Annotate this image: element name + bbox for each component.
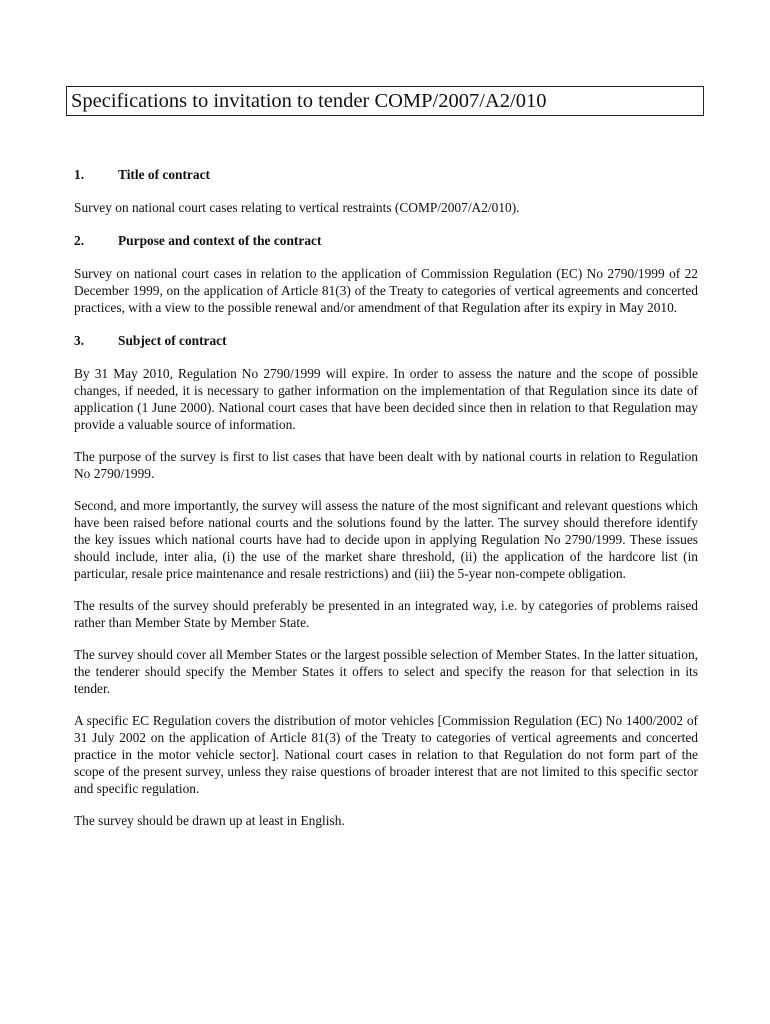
paragraph: The results of the survey should preferably be presented in an integrated way, i.e. by categories of problems raised rather than Member State by Member State. [74, 598, 698, 630]
paragraph: The purpose of the survey is first to list cases that have been dealt with by national courts in relation to Regulation No 2790/1999. [74, 449, 698, 481]
section-title: Title of contract [118, 167, 210, 182]
section-number: 3. [74, 333, 85, 348]
section-title: Purpose and context of the contract [118, 233, 322, 248]
section-number: 2. [74, 233, 85, 248]
section-heading [74, 332, 698, 349]
section-title: Subject of contract [118, 333, 227, 348]
section-heading [74, 232, 698, 249]
paragraph: Survey on national court cases in relation to the application of Commission Regulation (EC) No 2790/1999 of 22 December 1999, on the application of Article 81(3) of the Treaty to categories of vertical agreements and concerted practices, with a view to the possible renewal and/or amendment of that Regulation after its expiry in May 2010. [74, 266, 698, 315]
document-body [74, 166, 698, 829]
paragraph: The survey should cover all Member States or the largest possible selection of Member States. In the latter situation, the tenderer should specify the Member States it offers to select and specify the reason for that selection in its tender. [74, 647, 698, 696]
section-heading [74, 166, 698, 183]
document-title: Specifications to invitation to tender COMP/2007/A2/010 [66, 86, 704, 116]
paragraph: Second, and more importantly, the survey will assess the nature of the most significant and relevant questions which have been raised before national courts and the solutions found by the latter. The survey should therefore identify the key issues which national courts have had to decide upon in applying Regulation No 2790/1999. These issues should include, inter alia, (i) the use of the market share threshold, (ii) the application of the hardcore list (in particular, resale price maintenance and resale restrictions) and (iii) the 5-year non-compete obligation. [74, 498, 698, 581]
paragraph: The survey should be drawn up at least in English. [74, 813, 345, 828]
section-number: 1. [74, 167, 85, 182]
paragraph: A specific EC Regulation covers the distribution of motor vehicles [Commission Regulation (EC) No 1400/2002 of 31 July 2002 on the application of Article 81(3) of the Treaty to categories of vertical agreements and concerted practice in the motor vehicle sector]. National court cases in relation to that Regulation do not form part of the scope of the present survey, unless they raise questions of broader interest that are not limited to this specific sector and specific regulation. [74, 713, 698, 796]
paragraph: By 31 May 2010, Regulation No 2790/1999 will expire. In order to assess the nature and the scope of possible changes, if needed, it is necessary to gather information on the implementation of that Regulation since its date of application (1 June 2000). National court cases that have been decided since then in relation to that Regulation may provide a valuable source of information. [74, 366, 698, 432]
paragraph: Survey on national court cases relating to vertical restraints (COMP/2007/A2/010). [74, 200, 520, 215]
